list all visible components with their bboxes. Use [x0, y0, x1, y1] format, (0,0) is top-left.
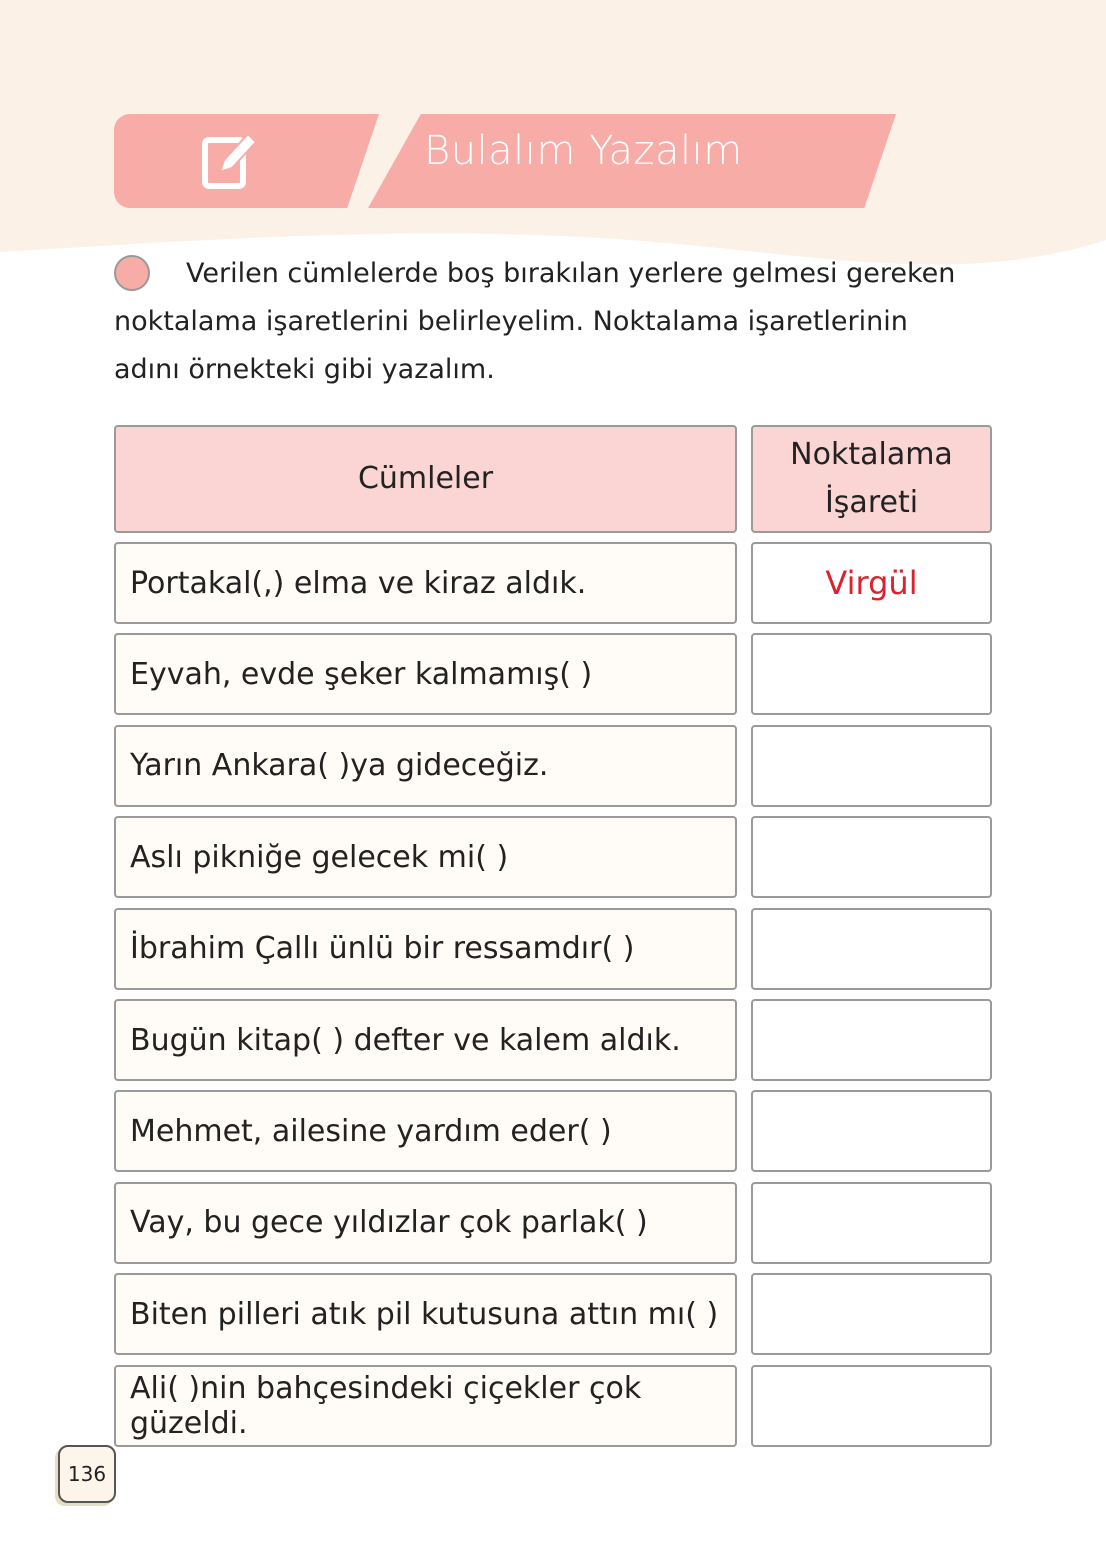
sentence-cell: Biten pilleri atık pil kutusuna attın mı( ) — [114, 1273, 737, 1355]
sentence-cell: Eyvah, evde şeker kalmamış( ) — [114, 633, 737, 715]
answer-field[interactable] — [751, 1182, 992, 1264]
header-sentences: Cümleler — [114, 425, 737, 533]
instruction-text: Verilen cümlelerde boş bırakılan yerlere gelmesi gereken noktalama işaretlerini belirleyelim. Noktalama işaretlerinin adını örnekteki gibi yazalım. — [114, 258, 956, 385]
edit-icon — [200, 130, 260, 190]
answer-field[interactable] — [751, 633, 992, 715]
answer-field[interactable] — [751, 816, 992, 898]
sentence-cell: Portakal(,) elma ve kiraz aldık. — [114, 542, 737, 624]
answer-field[interactable] — [751, 725, 992, 807]
answer-field[interactable]: Virgül — [751, 542, 992, 624]
section-title: Bulalım Yazalım — [424, 128, 743, 174]
sentence-cell: İbrahim Çallı ünlü bir ressamdır( ) — [114, 908, 737, 990]
answer-field[interactable] — [751, 1273, 992, 1355]
sentence-cell: Yarın Ankara( )ya gideceğiz. — [114, 725, 737, 807]
sentence-cell: Vay, bu gece yıldızlar çok parlak( ) — [114, 1182, 737, 1264]
page-number: 136 — [58, 1445, 116, 1503]
sentence-cell: Ali( )nin bahçesindeki çiçekler çok güzeldi. — [114, 1365, 737, 1447]
sentence-cell: Aslı pikniğe gelecek mi( ) — [114, 816, 737, 898]
sentence-cell: Bugün kitap( ) defter ve kalem aldık. — [114, 999, 737, 1081]
sentence-cell: Mehmet, ailesine yardım eder( ) — [114, 1090, 737, 1172]
answer-field[interactable] — [751, 1365, 992, 1447]
answer-field[interactable] — [751, 999, 992, 1081]
header-punctuation: Noktalama İşareti — [751, 425, 992, 533]
answer-field[interactable] — [751, 908, 992, 990]
answer-field[interactable] — [751, 1090, 992, 1172]
